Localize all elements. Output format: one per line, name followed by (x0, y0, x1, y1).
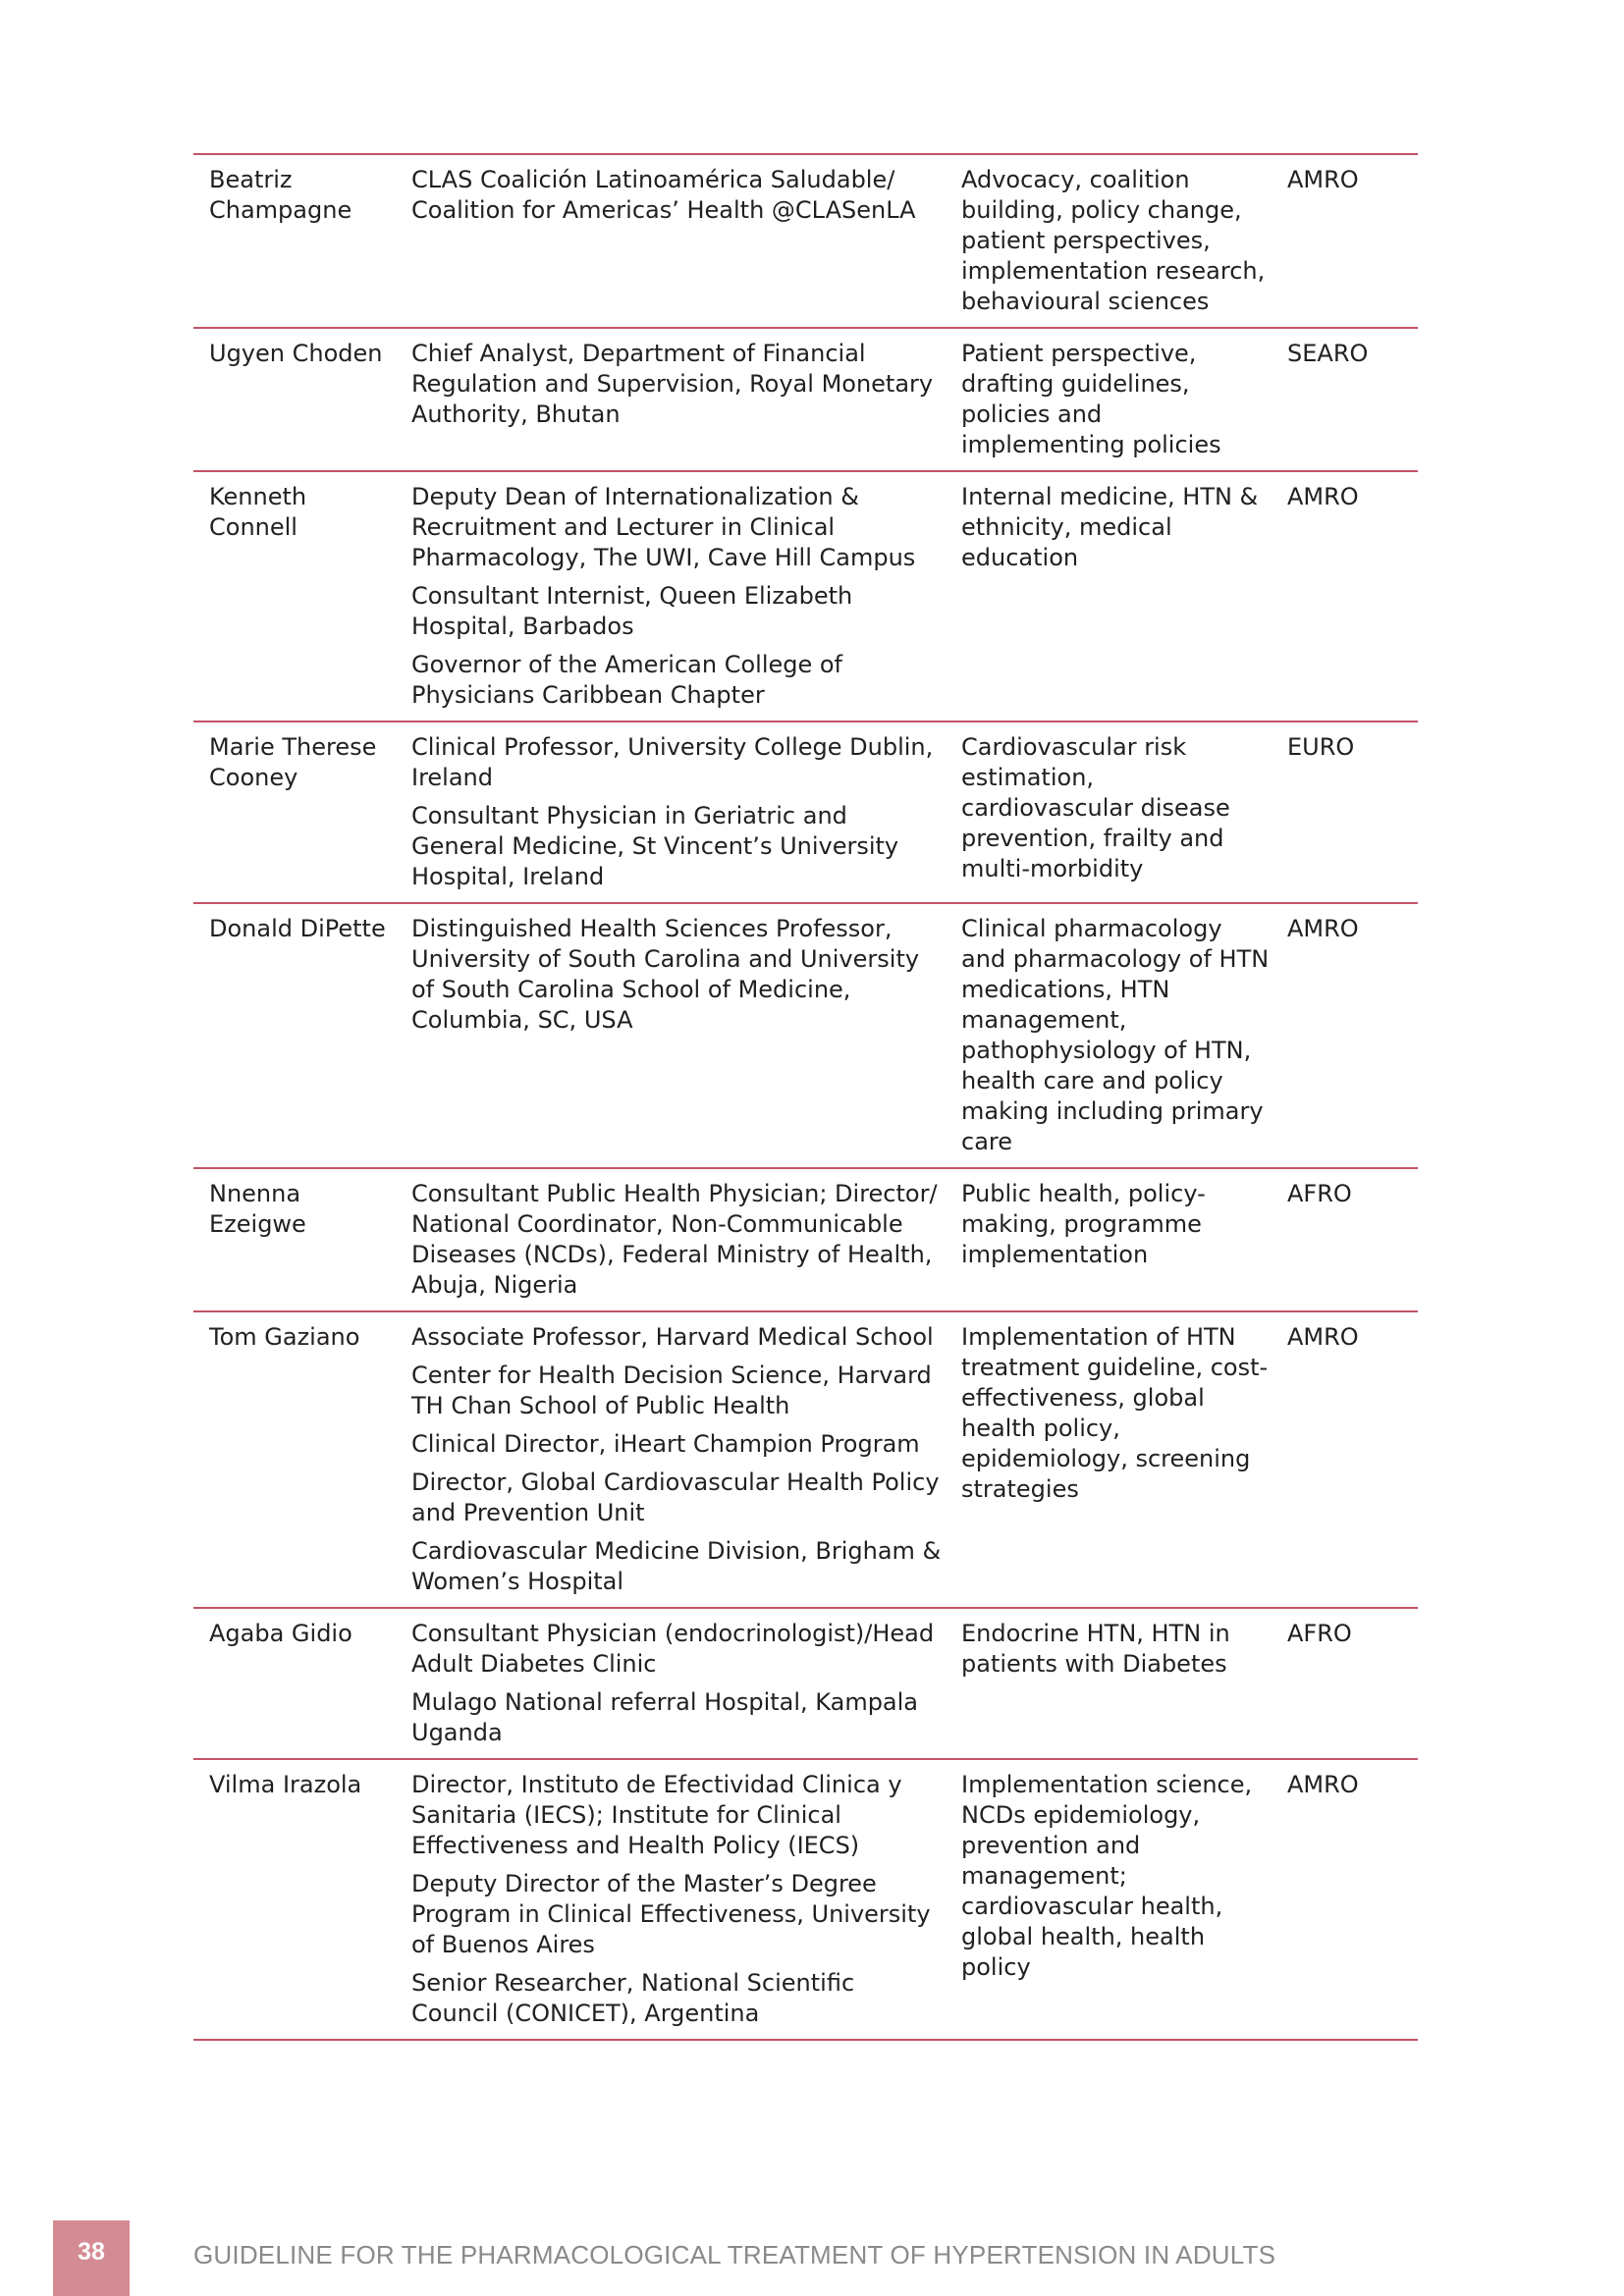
member-region: AMRO (1287, 166, 1359, 193)
affiliation-line: Associate Professor, Harvard Medical School (411, 1323, 934, 1351)
table-row (193, 328, 1418, 471)
affiliation-line: Senior Researcher, National Scientific Council (CONICET), Argentina (411, 1969, 855, 2027)
member-expertise: Internal medicine, HTN & ethnicity, medical education (961, 483, 1259, 571)
member-expertise: Advocacy, coalition building, policy change, patient perspectives, implementation research, behavioural sciences (961, 166, 1266, 315)
member-region: SEARO (1287, 340, 1369, 367)
member-name: Tom Gaziano (209, 1323, 360, 1351)
affiliation-line: Deputy Dean of Internationalization & Recruitment and Lecturer in Clinical Pharmacology, The UWI, Cave Hill Campus (411, 483, 916, 571)
table-row (193, 154, 1418, 328)
member-name: Nnenna Ezeigwe (209, 1180, 306, 1238)
member-affiliation (396, 471, 946, 721)
member-name: Agaba Gidio (209, 1620, 352, 1647)
member-name: Beatriz Champagne (209, 166, 352, 224)
affiliation-line: Consultant Physician in Geriatric and General Medicine, St Vincent’s University Hospital, Ireland (411, 802, 899, 890)
member-expertise: Public health, policy-making, programme implementation (961, 1180, 1206, 1268)
member-region: AMRO (1287, 483, 1359, 510)
member-name: Ugyen Choden (209, 340, 383, 367)
table-row (193, 721, 1418, 903)
table-row (193, 1608, 1418, 1759)
affiliation-line: Consultant Public Health Physician; Director/ National Coordinator, Non-Communicable Diseases (NCDs), Federal Ministry of Health, Abuja, Nigeria (411, 1180, 938, 1299)
member-affiliation (396, 1759, 946, 2040)
table-row (193, 1311, 1418, 1608)
member-region: AMRO (1287, 1323, 1359, 1351)
running-footer-title: GUIDELINE FOR THE PHARMACOLOGICAL TREATMENT OF HYPERTENSION IN ADULTS (193, 2240, 1276, 2269)
member-affiliation (396, 721, 946, 903)
affiliation-line: Clinical Professor, University College Dublin, Ireland (411, 733, 934, 791)
affiliation-line: Director, Global Cardiovascular Health Policy and Prevention Unit (411, 1468, 940, 1526)
member-expertise: Patient perspective, drafting guidelines, policies and implementing policies (961, 340, 1221, 458)
affiliation-line: Chief Analyst, Department of Financial Regulation and Supervision, Royal Monetary Authority, Bhutan (411, 340, 934, 428)
affiliation-line: Director, Instituto de Efectividad Clinica y Sanitaria (IECS); Institute for Clinical Effectiveness and Health Policy (IECS) (411, 1771, 902, 1859)
member-expertise: Implementation of HTN treatment guideline, cost-effectiveness, global health policy, epidemiology, screening strategies (961, 1323, 1269, 1503)
table-row (193, 903, 1418, 1168)
member-affiliation (396, 903, 946, 1168)
member-name: Marie Therese Cooney (209, 733, 377, 791)
affiliation-line: Governor of the American College of Physicians Caribbean Chapter (411, 651, 843, 709)
affiliation-line: Cardiovascular Medicine Division, Brigham & Women’s Hospital (411, 1537, 942, 1595)
member-name: Donald DiPette (209, 915, 386, 942)
affiliation-line: Deputy Director of the Master’s Degree Program in Clinical Effectiveness, University of Buenos Aires (411, 1870, 931, 1958)
affiliation-line: Consultant Physician (endocrinologist)/Head Adult Diabetes Clinic (411, 1620, 935, 1678)
member-expertise: Clinical pharmacology and pharmacology of HTN medications, HTN management, pathophysiology of HTN, health care and policy making including primary care (961, 915, 1270, 1155)
affiliation-line: Mulago National referral Hospital, Kampala Uganda (411, 1688, 919, 1746)
member-affiliation (396, 1311, 946, 1608)
affiliation-line: Distinguished Health Sciences Professor, University of South Carolina and University of South Carolina School of Medicine, Columbia, SC, USA (411, 915, 920, 1034)
member-expertise: Cardiovascular risk estimation, cardiovascular disease prevention, frailty and multi-morbidity (961, 733, 1230, 882)
member-region: AFRO (1287, 1620, 1352, 1647)
member-affiliation (396, 1608, 946, 1759)
table-row (193, 1759, 1418, 2040)
member-expertise: Endocrine HTN, HTN in patients with Diabetes (961, 1620, 1230, 1678)
member-expertise: Implementation science, NCDs epidemiology, prevention and management; cardiovascular health, global health, health policy (961, 1771, 1253, 1981)
table-row (193, 471, 1418, 721)
member-region: EURO (1287, 733, 1355, 761)
member-affiliation (396, 154, 946, 328)
member-name: Vilma Irazola (209, 1771, 362, 1798)
table-row (193, 1168, 1418, 1311)
page-number: 38 (53, 2220, 130, 2296)
member-region: AMRO (1287, 1771, 1359, 1798)
affiliation-line: CLAS Coalición Latinoamérica Saludable/ Coalition for Americas’ Health @CLASenLA (411, 166, 916, 224)
affiliation-line: Consultant Internist, Queen Elizabeth Hospital, Barbados (411, 582, 853, 640)
members-table-body (193, 154, 1418, 2040)
member-region: AMRO (1287, 915, 1359, 942)
affiliation-line: Clinical Director, iHeart Champion Program (411, 1430, 920, 1458)
member-affiliation (396, 328, 946, 471)
member-affiliation (396, 1168, 946, 1311)
member-name: Kenneth Connell (209, 483, 307, 541)
members-table (193, 153, 1418, 2041)
affiliation-line: Center for Health Decision Science, Harvard TH Chan School of Public Health (411, 1362, 932, 1419)
member-region: AFRO (1287, 1180, 1352, 1207)
